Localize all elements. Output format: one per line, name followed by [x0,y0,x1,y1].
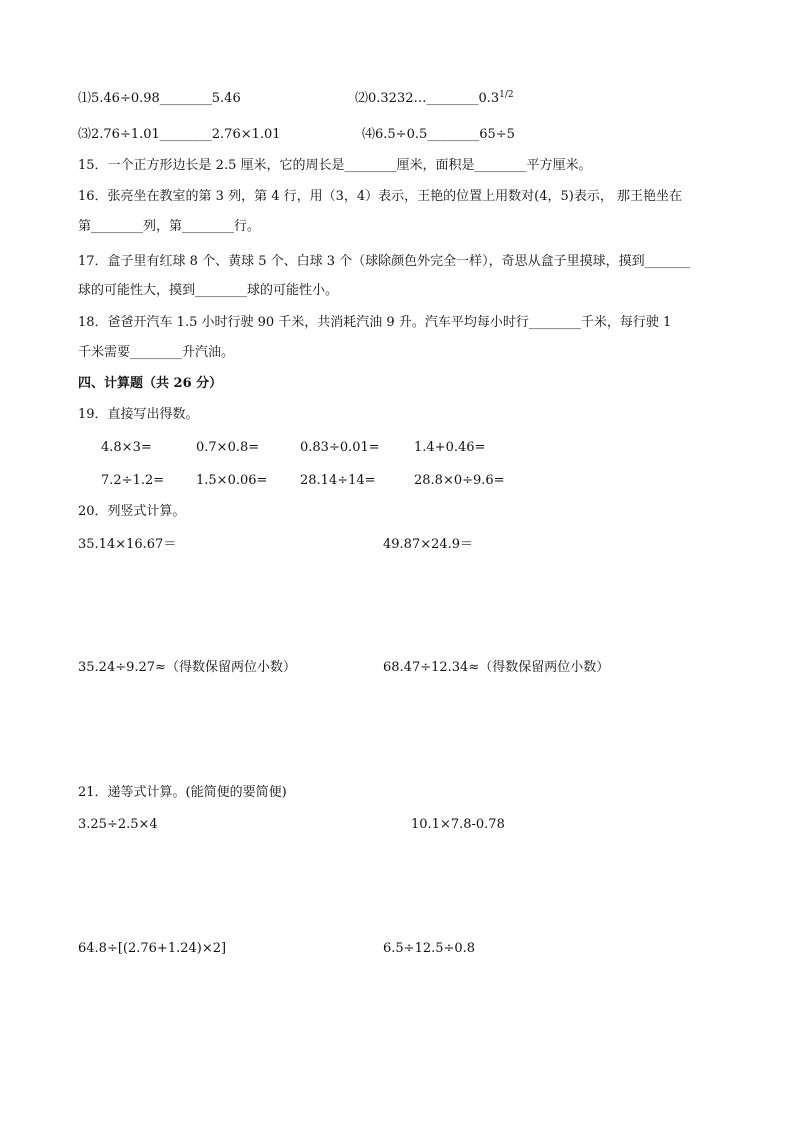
question-19-title: 19．直接写出得数。 [78,407,199,422]
question-17-line-1: 17．盒子里有红球 8 个、黄球 5 个、白球 3 个（球除颜色外完全一样），奇思从盒子里摸球，摸到_______ [78,254,691,269]
q20-expr-3: 35.24÷9.27≈（得数保留两位小数） [78,660,296,675]
question-20-title: 20．列竖式计算。 [78,504,186,519]
comparison-1: ⑴5.46÷0.98________5.46 [78,91,241,106]
q21-expr-1: 3.25÷2.5×4 [78,817,158,832]
question-18-line-2: 千米需要________升汽油。 [78,345,235,360]
q19-r2-c3: 28.14÷14= [300,473,376,488]
q21-expr-2: 10.1×7.8-0.78 [411,817,505,832]
question-21-title: 21．递等式计算。(能简便的要简便) [78,785,287,800]
q20-expr-1: 35.14×16.67＝ [78,537,177,552]
question-16-line-2: 第________列，第________行。 [78,219,261,234]
q19-r1-c3: 0.83÷0.01= [300,440,380,455]
q19-r2-c4: 28.8×0÷9.6= [414,473,505,488]
q19-r1-c1: 4.8×3= [101,440,152,455]
q19-r2-c1: 7.2÷1.2= [101,473,165,488]
q19-r2-c2: 1.5×0.06= [196,473,268,488]
q20-expr-4: 68.47÷12.34≈（得数保留两位小数） [383,660,610,675]
comparison-2 [355,92,514,105]
comparison-4: ⑷6.5÷0.5________65÷5 [362,127,515,142]
question-18-line-1: 18．爸爸开汽车 1.5 小时行驶 90 千米，共消耗汽油 9 升。汽车平均每小时行________千米，每行驶 1 [78,315,672,330]
q19-r1-c4: 1.4+0.46= [414,440,486,455]
comparison-2-text: ⑵0.3232…________0.3 [355,91,500,106]
q21-expr-3: 64.8÷[(2.76+1.24)×2] [78,941,227,956]
q20-expr-2: 49.87×24.9＝ [383,537,474,552]
section-4-title: 四、计算题（共 26 分） [78,376,223,391]
comparison-3: ⑶2.76÷1.01________2.76×1.01 [78,127,281,142]
comparison-2-fraction: 1/2 [499,90,514,100]
q19-r1-c2: 0.7×0.8= [196,440,260,455]
q21-expr-4: 6.5÷12.5÷0.8 [383,941,476,956]
question-15: 15．一个正方形边长是 2.5 厘米，它的周长是________厘米，面积是________平方厘米。 [78,158,592,173]
question-17-line-2: 球的可能性大，摸到________球的可能性小。 [78,283,339,298]
question-16-line-1: 16．张亮坐在教室的第 3 列，第 4 行，用（3，4）表示，王艳的位置上用数对(4，5)表示， 那王艳坐在 [78,189,682,204]
